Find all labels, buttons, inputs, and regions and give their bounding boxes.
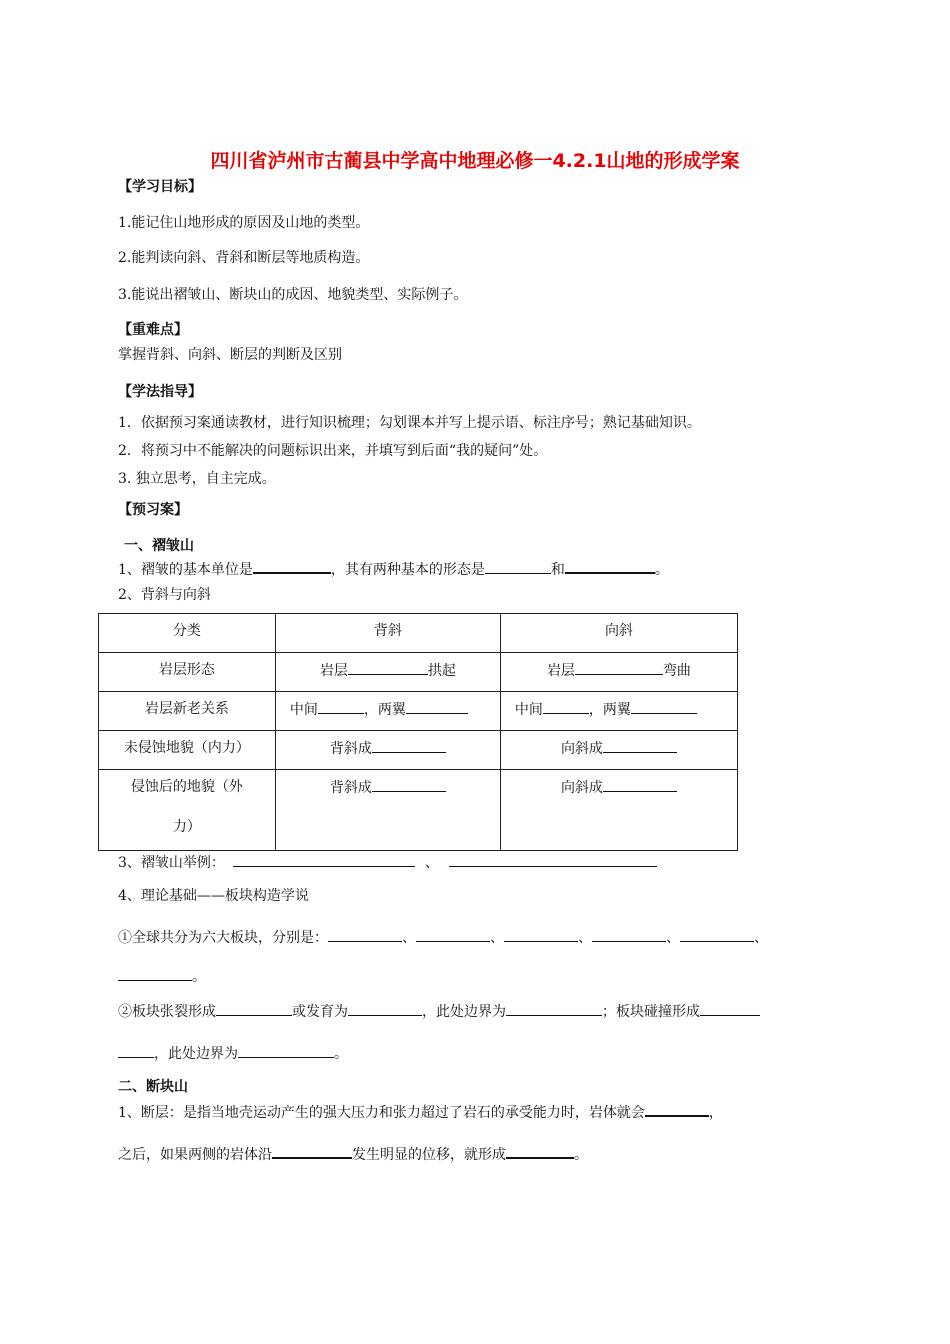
- table-row: [99, 692, 738, 731]
- page-title: 四川省泸州市古蔺县中学高中地理必修一4.2.1山地的形成学案: [210, 150, 740, 172]
- answer-blank[interactable]: [700, 1000, 760, 1016]
- table-row: [99, 770, 738, 851]
- row-label: 岩层形态: [99, 653, 276, 692]
- goal-item: 3.能说出褶皱山、断块山的成因、地貌类型、实际例子。: [118, 287, 468, 303]
- answer-blank[interactable]: [565, 557, 655, 574]
- row-label: 岩层新老关系: [99, 692, 276, 731]
- answer-blank[interactable]: [233, 851, 415, 867]
- question-anticline-syncline: 2、背斜与向斜: [118, 587, 211, 603]
- answer-blank[interactable]: [118, 1042, 154, 1058]
- answer-blank[interactable]: [406, 698, 468, 714]
- goals-heading: 【学习目标】: [118, 179, 202, 195]
- table-row: [99, 614, 738, 653]
- question-fault-definition: 1、断层：是指当地壳运动产生的强大压力和张力超过了岩石的承受能力时，岩体就会 ，: [118, 1100, 723, 1123]
- answer-blank[interactable]: [372, 737, 446, 753]
- answer-blank[interactable]: [238, 1042, 334, 1058]
- answer-blank[interactable]: [318, 698, 364, 714]
- table-header: 背斜: [275, 614, 500, 653]
- question-plate-boundaries-cont: ，此处边界为 。: [118, 1042, 348, 1064]
- answer-blank[interactable]: [592, 926, 666, 942]
- answer-blank[interactable]: [680, 926, 754, 942]
- comparison-table: [98, 613, 738, 851]
- table-row: [99, 731, 738, 770]
- answer-blank[interactable]: [449, 851, 657, 867]
- question-plate-boundaries: ②板块张裂形成 或发育为 ，此处边界为 ；板块碰撞形成: [118, 1000, 760, 1022]
- row-label: 未侵蚀地貌（内力）: [99, 731, 276, 770]
- key-heading: 【重难点】: [118, 322, 188, 338]
- table-cell: 岩层 拱起: [275, 653, 500, 692]
- table-cell: 中间 ，两翼: [275, 692, 500, 731]
- answer-blank[interactable]: [631, 698, 697, 714]
- table-row: [99, 653, 738, 692]
- question-fault-definition-cont: 之后，如果两侧的岩体沿 发生明显的位移，就形成 。: [118, 1142, 588, 1165]
- answer-blank[interactable]: [328, 926, 402, 942]
- answer-blank[interactable]: [603, 737, 677, 753]
- answer-blank[interactable]: [603, 776, 677, 792]
- preview-heading: 【预习案】: [118, 502, 188, 518]
- answer-blank[interactable]: [348, 1000, 422, 1016]
- answer-blank[interactable]: [416, 926, 490, 942]
- table-header: 向斜: [500, 614, 737, 653]
- table-cell: 中间 ，两翼: [500, 692, 737, 731]
- answer-blank[interactable]: [543, 698, 589, 714]
- method-heading: 【学法指导】: [118, 384, 202, 400]
- question-six-plates-cont: 。: [118, 965, 206, 987]
- section-fold-heading: 一、褶皱山: [124, 538, 194, 554]
- answer-blank[interactable]: [645, 1100, 709, 1117]
- answer-blank[interactable]: [504, 926, 578, 942]
- table-cell: 背斜成: [275, 770, 500, 851]
- answer-blank[interactable]: [118, 965, 192, 981]
- table-header: 分类: [99, 614, 276, 653]
- method-item: 2．将预习中不能解决的问题标识出来，并填写到后面“我的疑问”处。: [118, 443, 548, 459]
- question-six-plates: ①全球共分为六大板块，分别是： 、 、 、 、 、: [118, 926, 768, 948]
- goal-item: 1.能记住山地形成的原因及山地的类型。: [118, 215, 370, 231]
- answer-blank[interactable]: [506, 1142, 574, 1159]
- key-text: 掌握背斜、向斜、断层的判断及区别: [118, 347, 342, 363]
- table-cell: 背斜成: [275, 731, 500, 770]
- answer-blank[interactable]: [372, 776, 446, 792]
- section-fault-heading: 二、断块山: [118, 1079, 188, 1095]
- table-cell: 向斜成: [500, 770, 737, 851]
- answer-blank[interactable]: [575, 659, 663, 675]
- row-label: 侵蚀后的地貌（外 力）: [99, 770, 276, 851]
- answer-blank[interactable]: [506, 1000, 602, 1016]
- question-fold-examples: 3、褶皱山举例： 、: [118, 851, 657, 873]
- method-item: 1．依据预习案通读教材，进行知识梳理；勾划课本并写上提示语、标注序号；熟记基础知识。: [118, 415, 701, 431]
- question-plate-theory: 4、理论基础——板块构造学说: [118, 888, 309, 904]
- answer-blank[interactable]: [253, 557, 331, 574]
- table-cell: 向斜成: [500, 731, 737, 770]
- answer-blank[interactable]: [272, 1142, 352, 1159]
- method-item: 3. 独立思考，自主完成。: [118, 471, 276, 487]
- question-fold-unit: 1、褶皱的基本单位是 ，其有两种基本的形态是 和 。: [118, 557, 669, 580]
- table-cell: 岩层 弯曲: [500, 653, 737, 692]
- answer-blank[interactable]: [216, 1000, 292, 1016]
- goal-item: 2.能判读向斜、背斜和断层等地质构造。: [118, 250, 370, 266]
- answer-blank[interactable]: [348, 659, 428, 675]
- answer-blank[interactable]: [485, 558, 551, 574]
